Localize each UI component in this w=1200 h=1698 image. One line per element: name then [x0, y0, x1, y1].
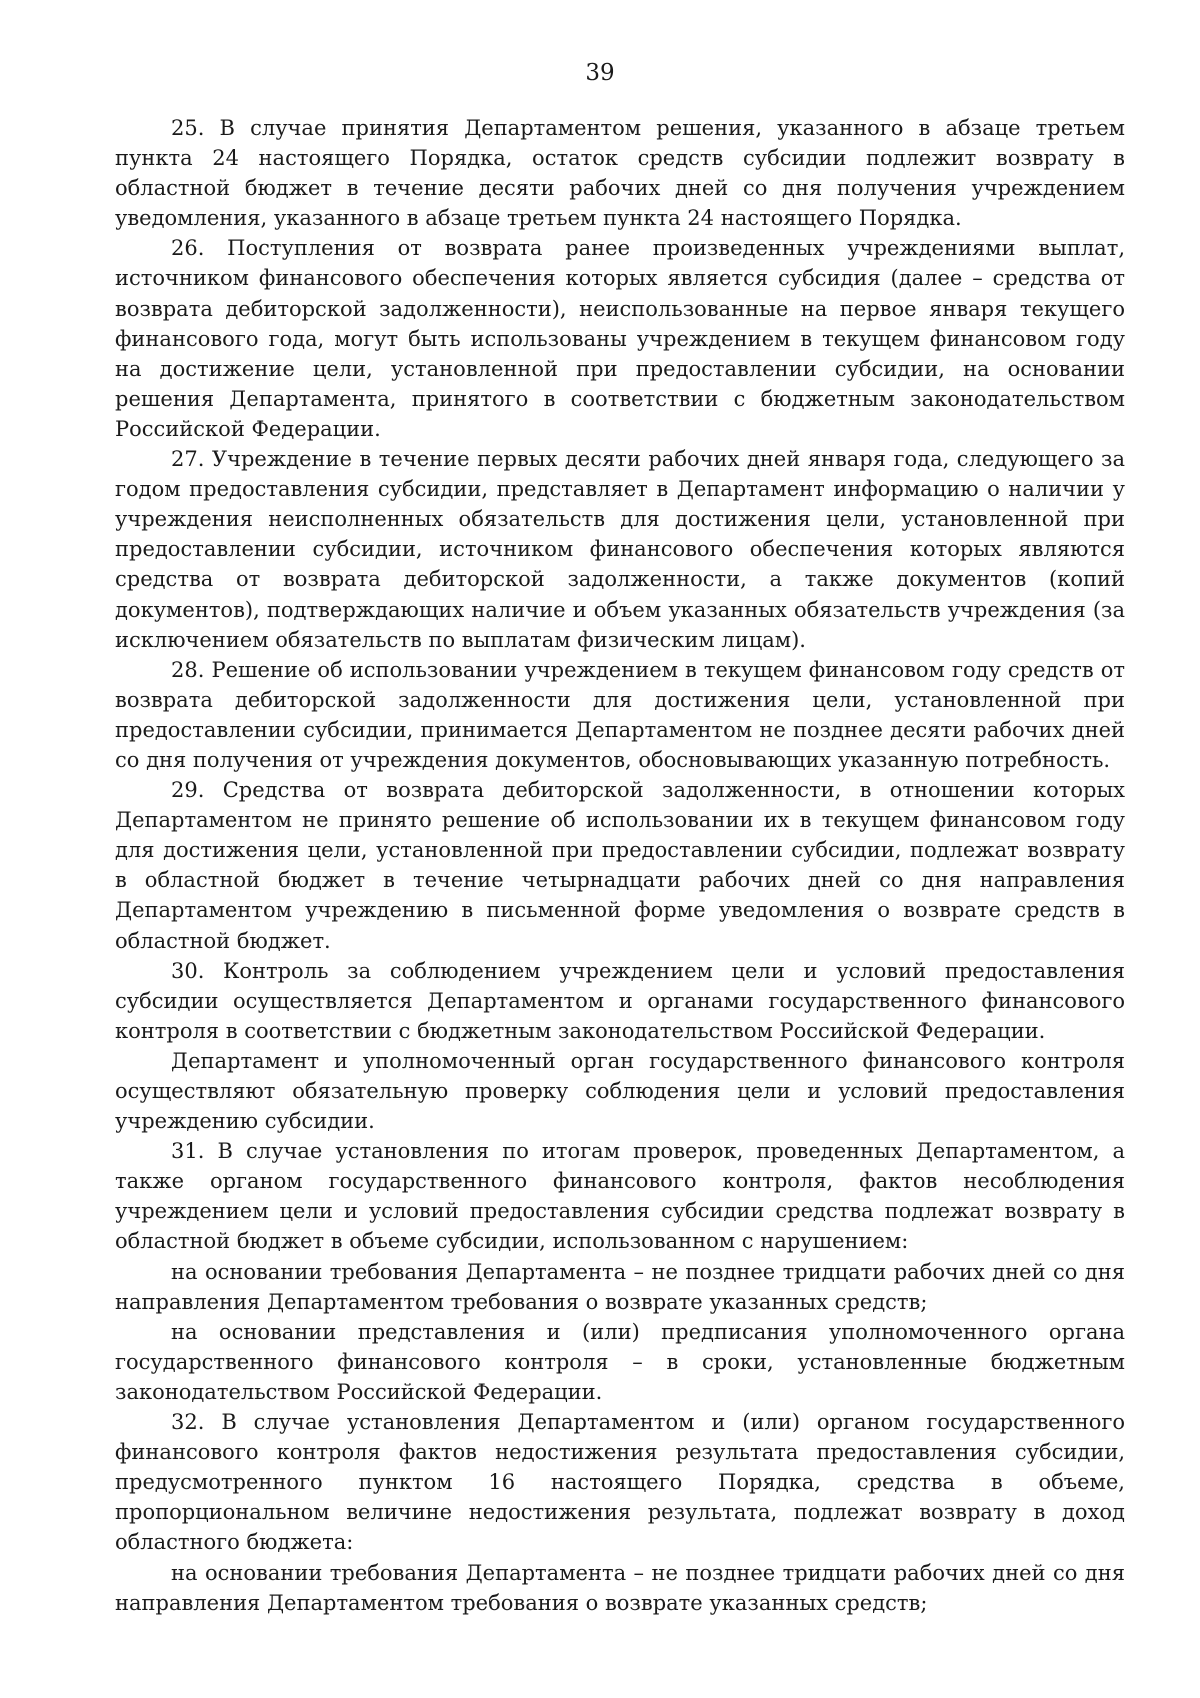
paragraph-27: 27. Учреждение в течение первых десяти рабочих дней января года, следующего за годом предоставления субсидии, представляет в Департамент информацию о наличии у учреждения неисполненных обязательств для достижения цели, установленной при предоставлении субсидии, источником финансового обеспечения которых являются средства от возврата дебиторской задолженности, а также документов (копий документов), подтверждающих наличие и объем указанных обязательств учреждения (за исключением обязательств по выплатам физическим лицам). [115, 447, 1125, 652]
paragraph-28: 28. Решение об использовании учреждением в текущем финансовом году средств от возврата дебиторской задолженности для достижения цели, установленной при предоставлении субсидии, принимается Департаментом не позднее десяти рабочих дней со дня получения от учреждения документов, обосновывающих указанную потребность. [115, 657, 1125, 772]
paragraph-31-item-1: на основании требования Департамента – не позднее тридцати рабочих дней со дня направления Департаментом требования о возврате указанных средств; [115, 1259, 1125, 1314]
paragraph-31-item-2: на основании представления и (или) предписания уполномоченного органа государственного финансового контроля – в сроки, установленные бюджетным законодательством Российской Федерации. [115, 1319, 1125, 1404]
paragraph-26: 26. Поступления от возврата ранее произведенных учреждениями выплат, источником финансового обеспечения которых является субсидия (далее – средства от возврата дебиторской задолженности), неиспользованные на первое января текущего финансового года, могут быть использованы учреждением в текущем финансовом году на достижение цели, установленной при предоставлении субсидии, на основании решения Департамента, принятого в соответствии с бюджетным законодательством Российской Федерации. [115, 236, 1125, 441]
page-number: 39 [585, 60, 615, 86]
document-body [115, 113, 1125, 1618]
paragraph-30: 30. Контроль за соблюдением учреждением цели и условий предоставления субсидии осуществляется Департаментом и органами государственного финансового контроля в соответствии с бюджетным законодательством Российской Федерации. [115, 958, 1125, 1043]
paragraph-30-continuation: Департамент и уполномоченный орган государственного финансового контроля осуществляют обязательную проверку соблюдения цели и условий предоставления учреждению субсидии. [115, 1048, 1125, 1134]
paragraph-25: 25. В случае принятия Департаментом решения, указанного в абзаце третьем пункта 24 настоящего Порядка, остаток средств субсидии подлежит возврату в областной бюджет в течение десяти рабочих дней со дня получения учреждением уведомления, указанного в абзаце третьем пункта 24 настоящего Порядка. [115, 116, 1125, 231]
paragraph-32: 32. В случае установления Департаментом и (или) органом государственного финансового контроля фактов недостижения результата предоставления субсидии, предусмотренного пунктом 16 настоящего Порядка, средства в объеме, пропорциональном величине недостижения результата, подлежат возврату в доход областного бюджета: [115, 1410, 1125, 1555]
paragraph-31: 31. В случае установления по итогам проверок, проведенных Департаментом, а также органом государственного финансового контроля, фактов несоблюдения учреждением цели и условий предоставления субсидии средства подлежат возврату в областной бюджет в объеме субсидии, использованном с нарушением: [115, 1139, 1125, 1254]
paragraph-29: 29. Средства от возврата дебиторской задолженности, в отношении которых Департаментом не принято решение об использовании их в текущем финансовом году для достижения цели, установленной при предоставлении субсидии, подлежат возврату в областной бюджет в течение четырнадцати рабочих дней со дня направления Департаментом учреждению в письменной форме уведомления о возврате средств в областной бюджет. [115, 778, 1125, 953]
paragraph-32-item-1: на основании требования Департамента – не позднее тридцати рабочих дней со дня направления Департаментом требования о возврате указанных средств; [115, 1560, 1125, 1615]
